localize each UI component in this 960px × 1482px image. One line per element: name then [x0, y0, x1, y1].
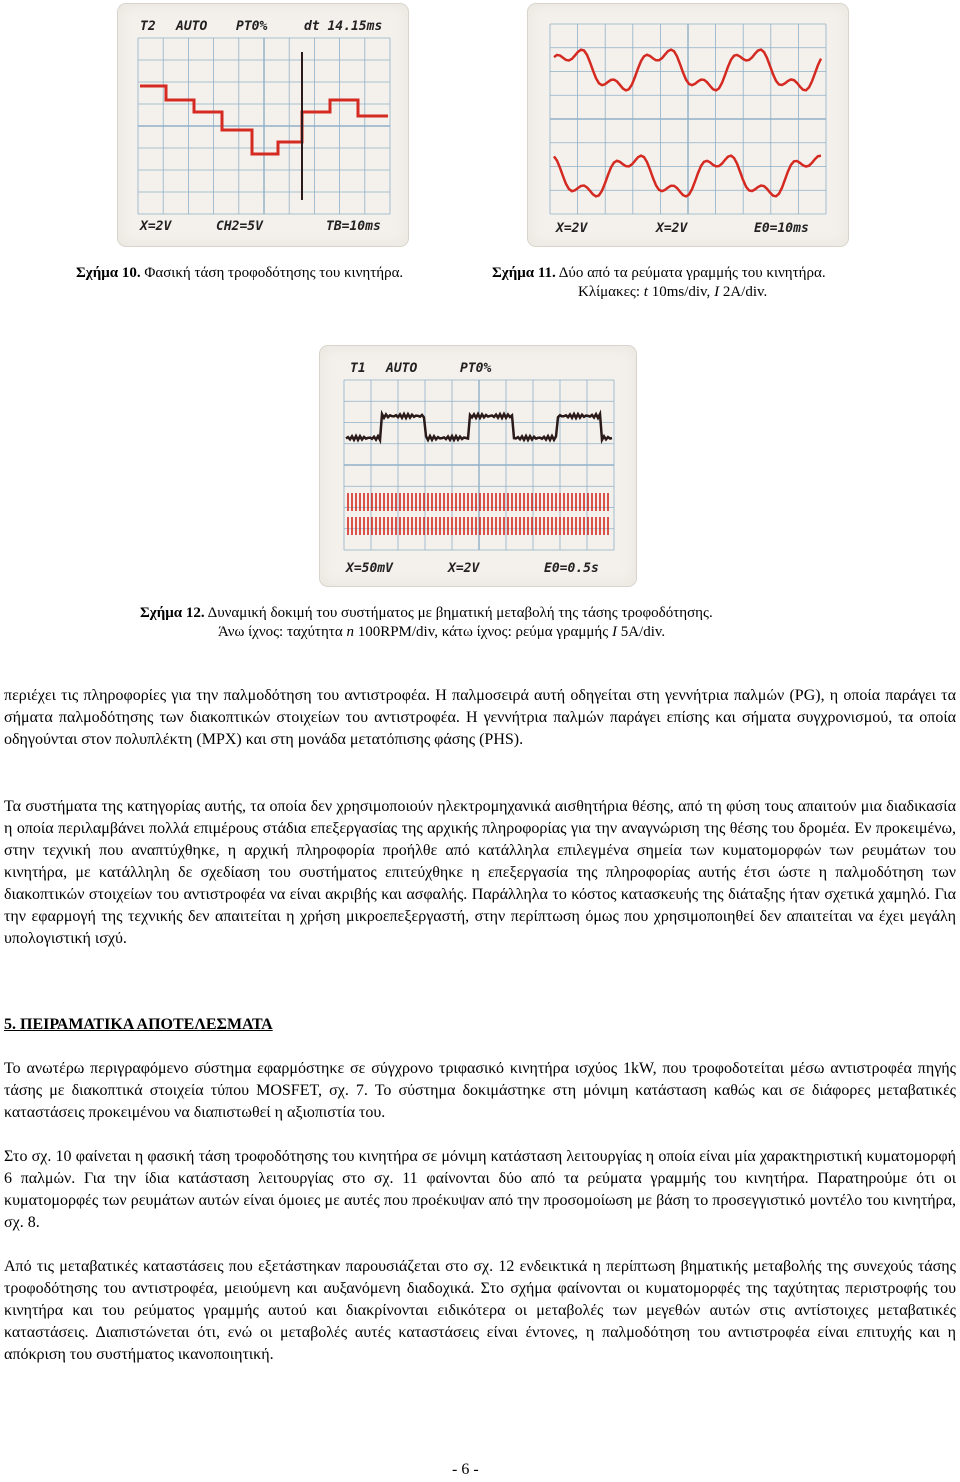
paragraph-system-application: Το ανωτέρω περιγραφόμενο σύστημα εφαρμόστηκε σε σύγχρονο τριφασικό κινητήρα ισχύος 1kW, που τροφοδοτείται μέσω αντιστροφέα πηγής τάσης με διακοπτικά στοιχεία τύπου MOSFET, σχ. 7. Το σύστημα δοκιμάστηκε στη μόνιμη κατάσταση καθώς και σε διάφορες μεταβατικές καταστάσεις προκειμένου να διαπιστωθεί η αξιοπιστία του.	[4, 1060, 956, 1121]
figure-11-caption	[492, 264, 932, 302]
fig10-label-ch2: CH2=5V	[216, 219, 263, 234]
fig10-label-tb: TB=10ms	[326, 219, 381, 234]
figure-11-caption-text: Δύο από τα ρεύματα γραμμής του κινητήρα.	[558, 265, 826, 281]
figure-12-caption-traces: Άνω ίχνος: ταχύτητα n 100RPM/div, κάτω ίχνος: ρεύμα γραμμής I 5A/div.	[218, 624, 666, 640]
figure-10-oscilloscope	[118, 4, 408, 246]
fig10-label-auto: AUTO	[176, 19, 208, 34]
figure-10-caption-text: Φασική τάση τροφοδότησης του κινητήρα.	[144, 265, 404, 281]
section-heading-experimental-results: 5. ΠΕΙΡΑΜΑΤΙΚΑ ΑΠΟΤΕΛΕΣΜΑΤΑ	[4, 1016, 273, 1033]
paragraph-figure-10-11: Στο σχ. 10 φαίνεται η φασική τάση τροφοδότησης του κινητήρα σε μόνιμη κατάσταση λειτουργίας η οποία είναι μία χαρακτηριστική κυματομορφή 6 παλμών. Για την ίδια κατάσταση λειτουργίας στο σχ. 11 φαίνονται δύο από τα ρεύματα γραμμής του κινητήρα. Παρατηρούμε ότι οι κυματομορφές των ρευμάτων αυτών είναι όμοιες με αυτές που προέκυψαν από την προσομοίωση με βάση το προσεγγιστικό μοντέλο του κινητήρα, σχ. 8.	[4, 1148, 956, 1231]
page-number: - 6 -	[452, 1461, 479, 1478]
fig12-label-x1: X=50mV	[346, 561, 393, 576]
paragraph-figure-12: Από τις μεταβατικές καταστάσεις που εξετάστηκαν παρουσιάζεται στο σχ. 12 ενδεικτικά η περίπτωση βηματικής μεταβολής της συνεχούς τάσης τροφοδότησης του αντιστροφέα, μειούμενη και αυξανόμενη διαδοχικά. Στο σχήμα φαίνονται οι κυματομορφές της ταχύτητας περιστροφής του κινητήρα και του ρεύματος γραμμής αυτού και διακρίνονται ειδικότερα οι μεταβολές των μεγεθών αυτών στις αντίστοιχες μεταβατικές καταστάσεις. Διαπιστώνεται ότι, ενώ οι μεταβολές αυτές καταστάσεις είναι έντονες, η παλμοδότηση του αντιστροφέα είναι επιτυχής και η απόκριση του συστήματος ικανοποιητική.	[4, 1258, 956, 1363]
figure-10-caption	[76, 264, 496, 283]
paragraph-pulse-generator: περιέχει τις πληροφορίες για την παλμοδότηση του αντιστροφέα. Η παλμοσειρά αυτή οδηγείται στη γεννήτρια παλμών (PG), η οποία παράγει τα σήματα παλμοδότησης των διακοπτικών στοιχείων του αντιστροφέα. Η γεννήτρια παλμών παράγει επίσης και σήματα συγχρονισμού, τα οποία οδηγούνται στον πολυπλέκτη (MPX) και στη μονάδα μετατόπισης φάσης (PHS).	[4, 687, 956, 748]
fig10-label-t2: T2	[140, 19, 156, 34]
figure-12-caption-text: Δυναμική δοκιμή του συστήματος με βηματική μεταβολή της τάσης τροφοδότησης.	[207, 605, 713, 621]
figure-12-screen	[320, 346, 636, 586]
fig12-label-t1: T1	[350, 361, 366, 376]
paragraph-sensorless-systems: Τα συστήματα της κατηγορίας αυτής, τα οποία δεν χρησιμοποιούν ηλεκτρομηχανικά αισθητήρια θέσης, από τη φύση τους απαιτούν μια διαδικασία η οποία περιλαμβάνει πολλά επιμέρους στάδια επεξεργασίας της αρχικής πληροφορίας για την αναγνώριση της θέσης του δρομέα. Εν προκειμένω, στην τεχνική που αναπτύχθηκε, η αρχική πληροφορία προήλθε από κατάλληλα επιλεγμένα σημεία των κυματομορφών των ρευμάτων του κινητήρα, με κατάλληλη δε σχεδίαση του συστήματος επιτεύχθηκε η επεξεργασία της πληροφορίας αυτής έτσι ώστε η παλμοδότηση των διακοπτικών στοιχείων του αντιστροφέα να είναι ακριβής και ασφαλής. Παράλληλα το κόστος κατασκευής της διάταξης ήταν σχετικά χαμηλό. Για την εφαρμογή της τεχνικής δεν απαιτείται η χρήση μικροεπεξεργαστή, στην περίπτωση όμως που χρησιμοποιηθεί δεν απαιτείται να έχει μεγάλη υπολογιστική ισχύ.	[4, 798, 956, 947]
figure-12-oscilloscope	[320, 346, 636, 586]
fig12-label-pt: PT0%	[460, 361, 492, 376]
fig12-label-x2: X=2V	[448, 561, 480, 576]
figure-11-screen	[528, 4, 848, 246]
fig10-label-x: X=2V	[140, 219, 172, 234]
figure-10-grid	[138, 38, 390, 214]
fig10-label-dt: dt 14.15ms	[304, 19, 383, 34]
figure-11-caption-number: Σχήμα 11.	[492, 265, 556, 281]
figure-11-grid	[550, 24, 826, 214]
figure-12-caption	[140, 604, 840, 642]
fig12-label-e0: E0=0.5s	[544, 561, 599, 576]
fig11-label-x2: X=2V	[656, 221, 688, 236]
fig11-label-x1: X=2V	[556, 221, 588, 236]
fig12-label-auto: AUTO	[386, 361, 418, 376]
figure-11-caption-scales: Κλίμακες: t 10ms/div, I 2A/div.	[578, 284, 768, 300]
fig10-label-pt: PT0%	[236, 19, 268, 34]
figure-10-screen	[118, 4, 408, 246]
figure-10-caption-number: Σχήμα 10.	[76, 265, 141, 281]
figure-11-oscilloscope	[528, 4, 848, 246]
figure-12-caption-number: Σχήμα 12.	[140, 605, 205, 621]
fig11-label-e0: E0=10ms	[754, 221, 809, 236]
